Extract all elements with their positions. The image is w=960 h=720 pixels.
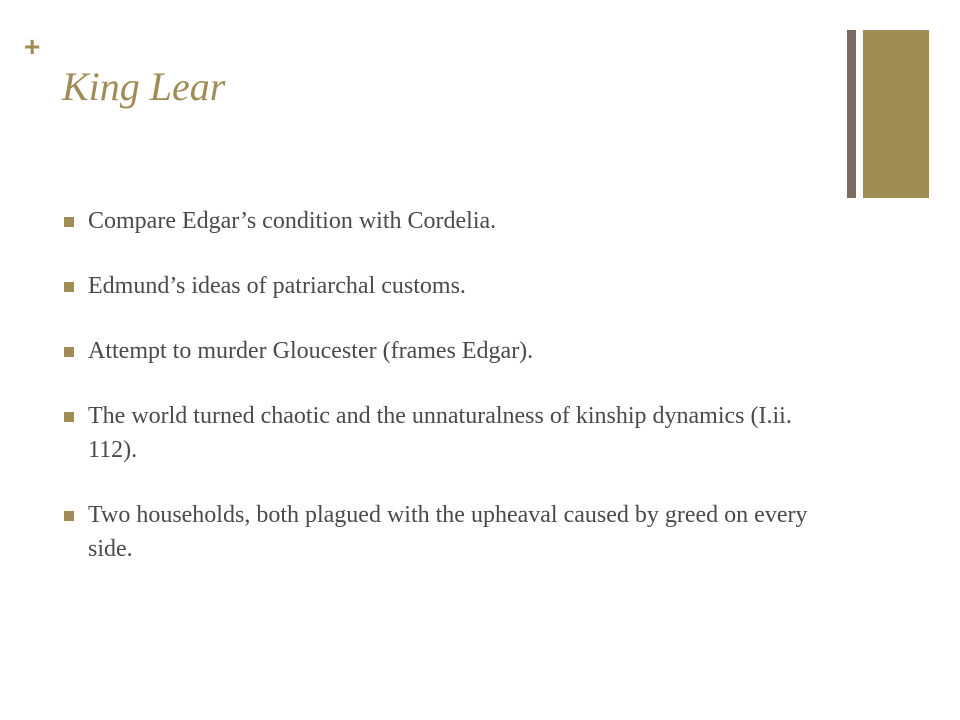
slide-title: King Lear [62, 64, 226, 109]
plus-icon: + [24, 31, 41, 62]
square-bullet-icon [64, 412, 74, 422]
bullet-item [64, 498, 834, 566]
bullet-text: Edmund’s ideas of patriarchal customs. [88, 273, 466, 299]
bullet-list [64, 204, 834, 597]
bullet-item [64, 204, 834, 238]
bullet-text: Compare Edgar’s condition with Cordelia. [88, 208, 497, 234]
bullet-text: Two households, both plagued with the upheaval caused by greed on every side. [88, 502, 808, 562]
bullet-text: Attempt to murder Gloucester (frames Edgar). [88, 338, 534, 364]
bullet-text: The world turned chaotic and the unnaturalness of kinship dynamics (I.ii. 112). [88, 403, 792, 463]
square-bullet-icon [64, 282, 74, 292]
decorative-bar-thin [847, 30, 856, 198]
square-bullet-icon [64, 217, 74, 227]
bullet-item [64, 399, 834, 467]
decorative-bar-wide [863, 30, 929, 198]
square-bullet-icon [64, 347, 74, 357]
bullet-item [64, 334, 834, 368]
square-bullet-icon [64, 511, 74, 521]
bullet-item [64, 269, 834, 303]
